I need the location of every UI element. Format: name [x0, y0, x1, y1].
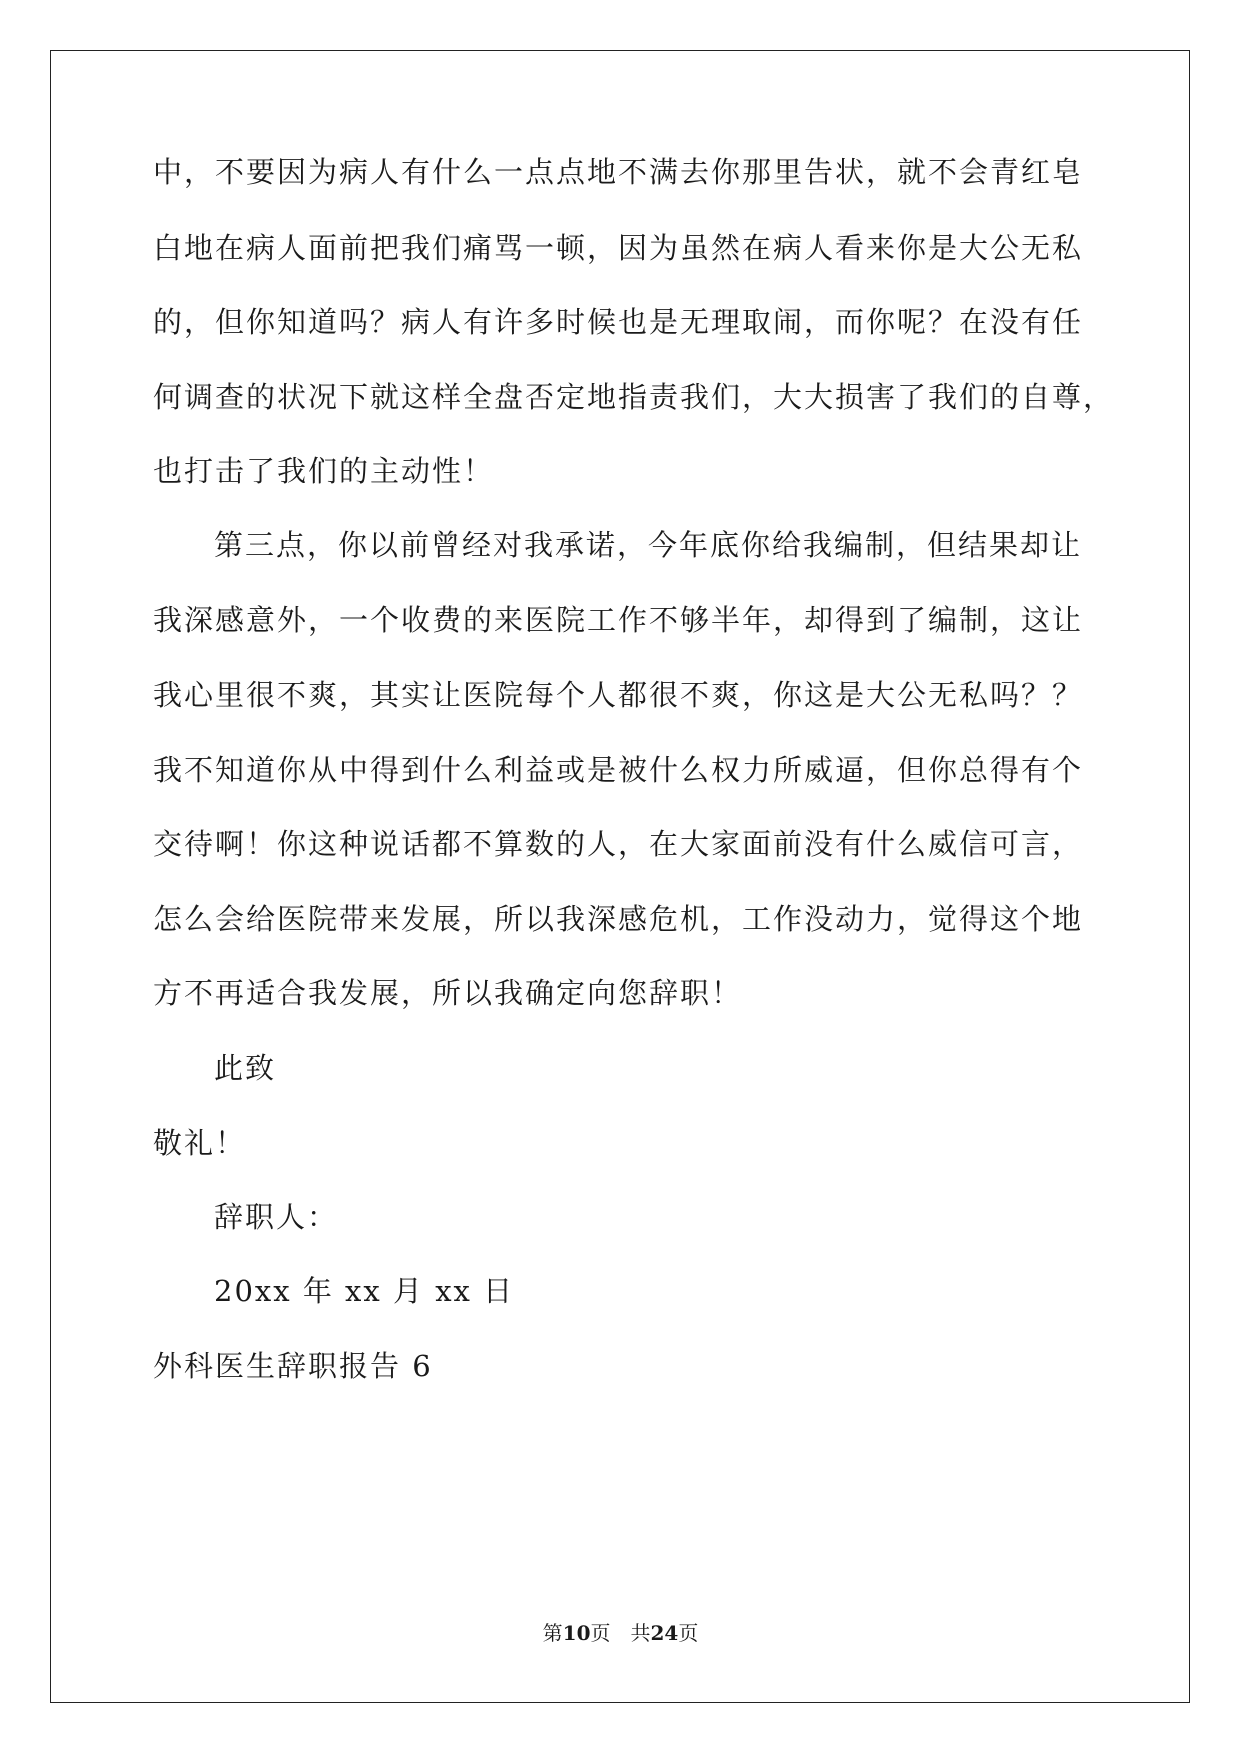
paragraph-line: 我深感意外，一个收费的来医院工作不够半年，却得到了编制，这让: [153, 603, 1084, 637]
paragraph-line: 交待啊！你这种说话都不算数的人，在大家面前没有什么威信可言，: [153, 827, 1084, 861]
total-page-count: 24: [650, 1621, 679, 1645]
paragraph-line: 方不再适合我发展，所以我确定向您辞职！: [153, 976, 743, 1010]
section-heading: 外科医生辞职报告 6: [153, 1349, 433, 1383]
signature-label: 辞职人：: [214, 1200, 339, 1234]
paragraph-line: 中，不要因为病人有什么一点点地不满去你那里告状，就不会青红皂: [153, 155, 1084, 189]
closing-salutation: 此致: [214, 1051, 277, 1085]
paragraph-line: 怎么会给医院带来发展，所以我深感危机，工作没动力，觉得这个地: [153, 902, 1084, 936]
closing-regards: 敬礼！: [153, 1126, 247, 1160]
paragraph-line: 第三点，你以前曾经对我承诺，今年底你给我编制，但结果却让: [214, 528, 1083, 562]
footer-mid: 页 共: [590, 1621, 651, 1645]
date-line: 20xx 年 xx 月 xx 日: [214, 1274, 515, 1308]
paragraph-line: 我心里很不爽，其实让医院每个人都很不爽，你这是大公无私吗？？: [153, 678, 1084, 712]
paragraph-line: 的，但你知道吗？病人有许多时候也是无理取闹，而你呢？在没有任: [153, 305, 1084, 339]
paragraph-line: 白地在病人面前把我们痛骂一顿，因为虽然在病人看来你是大公无私: [153, 231, 1084, 265]
footer-suffix: 页: [678, 1621, 699, 1645]
footer-prefix: 第: [542, 1621, 563, 1645]
current-page-number: 10: [562, 1621, 591, 1645]
paragraph-line: 我不知道你从中得到什么利益或是被什么权力所威逼，但你总得有个: [153, 753, 1084, 787]
page-border: [50, 50, 1190, 1703]
page-footer: [0, 1620, 1241, 1646]
paragraph-line: 何调查的状况下就这样全盘否定地指责我们，大大损害了我们的自尊，: [153, 380, 1115, 414]
paragraph-line: 也打击了我们的主动性！: [153, 454, 495, 488]
